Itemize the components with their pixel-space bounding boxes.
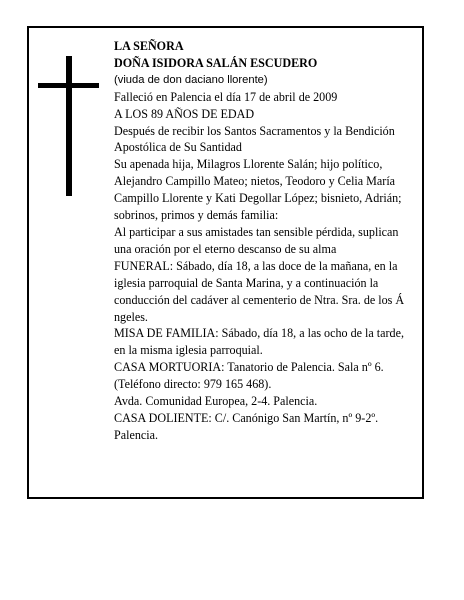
cross-icon: [66, 56, 72, 196]
deceased-name: DOÑA ISIDORA SALÁN ESCUDERO: [114, 55, 318, 70]
age-line: A LOS 89 AÑOS DE EDAD: [114, 106, 255, 121]
obituary-text: [114, 38, 414, 444]
mortuoria-paragraph: CASA MORTUORIA: Tanatorio de Palencia. Sala nº 6. (Teléfono directo: 979 165 468).: [114, 360, 384, 392]
cross-icon-bar: [38, 83, 99, 88]
sacraments-paragraph: Después de recibir los Santos Sacramentos y la Bendición Apostólica de Su Santidad: [114, 123, 395, 155]
widow-line: (viuda de don daciano llorente): [114, 73, 268, 86]
family-paragraph: Su apenada hija, Milagros Llorente Salán; hijo político, Alejandro Campillo Mateo; nietos, Teodoro y Celia María Campillo Llorente y Kati Degollar López; bisnieto, Adrián; sobrinos, primos y demás familia:: [114, 157, 402, 223]
misa-paragraph: MISA DE FAMILIA: Sábado, día 18, a las ocho de la tarde, en la misma iglesia parroquial.: [114, 326, 404, 358]
request-paragraph: Al participar a sus amistades tan sensible pérdida, suplican una oración por el eterno descanso de su alma: [114, 224, 399, 256]
avenue-line: Avda. Comunidad Europea, 2-4. Palencia.: [114, 394, 318, 409]
doliente-paragraph: CASA DOLIENTE: C/. Canónigo San Martín, nº 9-2º. Palencia.: [114, 410, 379, 442]
death-line: Falleció en Palencia el día 17 de abril de 2009: [114, 89, 338, 104]
title-line-1: LA SEÑORA: [114, 39, 184, 53]
funeral-paragraph: FUNERAL: Sábado, día 18, a las doce de la mañana, en la iglesia parroquial de Santa Marina, y a continuación la conducción del cadáver al cementerio de Ntra. Sra. de los Á ngeles.: [114, 258, 405, 324]
